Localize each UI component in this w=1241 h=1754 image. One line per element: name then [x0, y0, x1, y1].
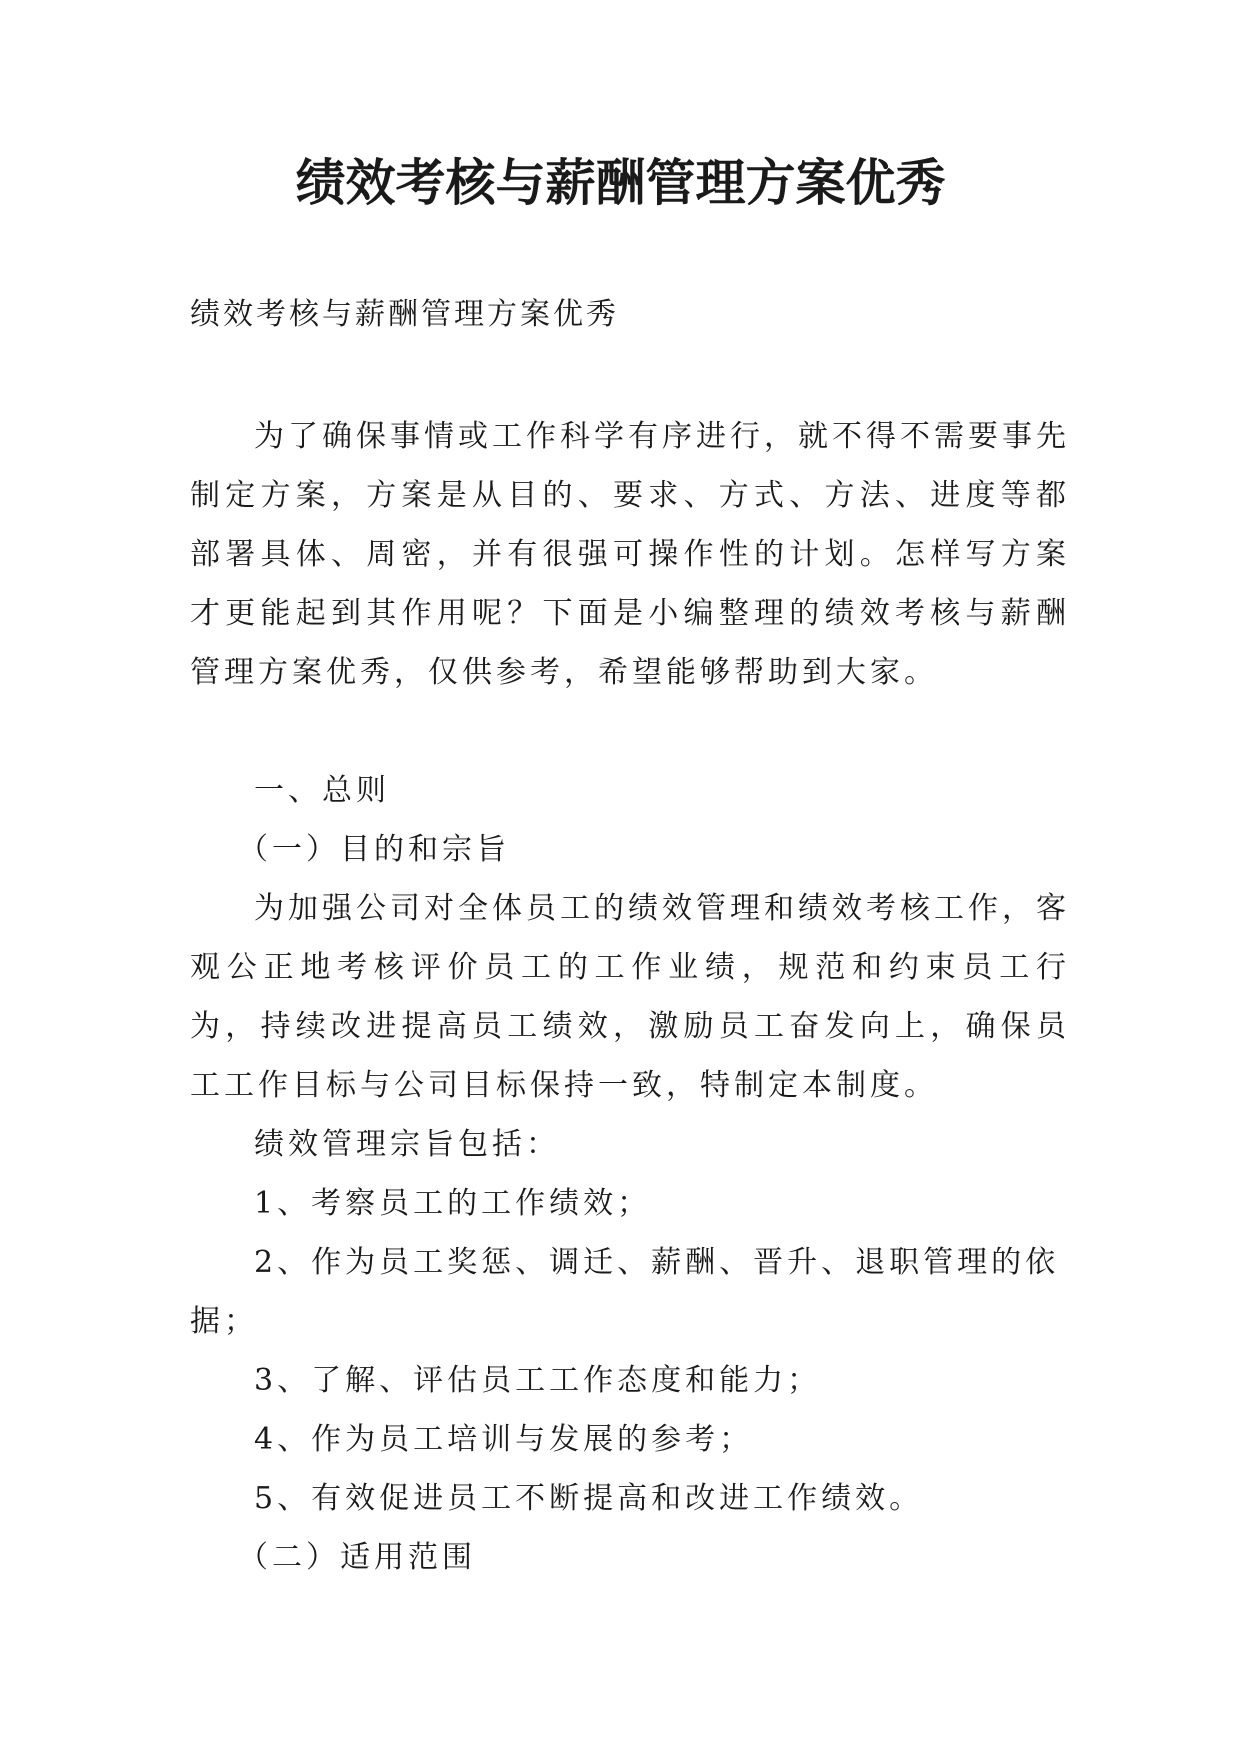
subsection-heading-scope: （二）适用范围: [238, 1540, 476, 1575]
document-subtitle: 绩效考核与薪酬管理方案优秀: [190, 297, 619, 332]
subsection-heading-purpose: （一）目的和宗旨: [238, 832, 510, 867]
tenet-item: 1、考察员工的工作绩效；: [254, 1186, 652, 1221]
document-body: [190, 407, 1070, 1587]
tenet-item: 3、了解、评估员工工作态度和能力；: [254, 1363, 822, 1398]
tenet-item: 4、作为员工培训与发展的参考；: [254, 1422, 754, 1457]
purpose-paragraph: 为加强公司对全体员工的绩效管理和绩效考核工作，客观公正地考核评价员工的工作业绩，规范和约束员工行为，持续改进提高员工绩效，激励员工奋发向上，确保员工工作目标与公司目标保持一致，特制定本制度。: [190, 891, 1070, 1103]
intro-paragraph: 为了确保事情或工作科学有序进行，就不得不需要事先制定方案，方案是从目的、要求、方式、方法、进度等都部署具体、周密，并有很强可操作性的计划。怎样写方案才更能起到其作用呢？下面是小编整理的绩效考核与薪酬管理方案优秀，仅供参考，希望能够帮助到大家。: [190, 419, 1070, 690]
tenet-intro: 绩效管理宗旨包括：: [254, 1127, 560, 1162]
tenet-item: 2、作为员工奖惩、调迁、薪酬、晋升、退职管理的依据；: [190, 1245, 1060, 1339]
tenet-item: 5、有效促进员工不断提高和改进工作绩效。: [254, 1481, 924, 1516]
section-heading-general: 一、总则: [254, 773, 390, 808]
document-title: 绩效考核与薪酬管理方案优秀: [295, 153, 946, 212]
